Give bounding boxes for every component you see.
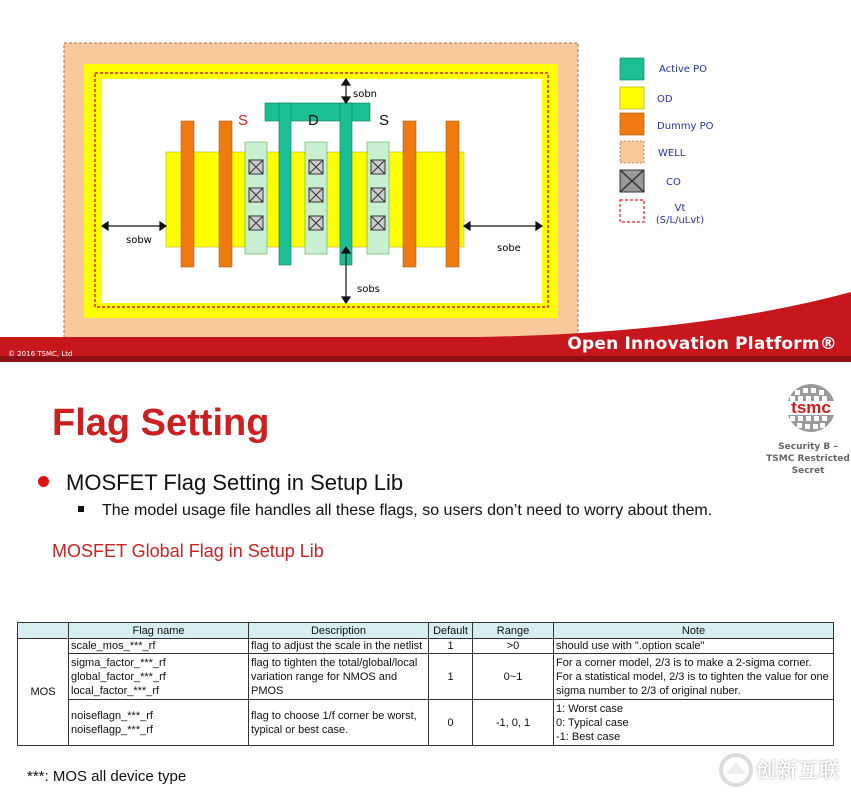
desc-cell: flag to choose 1/f corner be worst, typical or best case. (249, 700, 429, 746)
label-source-1: S (238, 112, 249, 129)
security-label: Security B – TSMC Restricted Secret (766, 442, 850, 476)
copyright: © 2016 TSMC, Ltd (8, 350, 73, 358)
legend-swatch-dummy-po (620, 113, 644, 135)
note-cell: should use with ".option scale" (554, 639, 834, 654)
footnote: ***: MOS all device type (27, 768, 187, 785)
desc-cell: flag to tighten the total/global/local variation range for NMOS and PMOS (249, 654, 429, 700)
legend-label-od: OD (657, 94, 673, 105)
table-header: Range (473, 623, 554, 639)
note-cell: For a corner model, 2/3 is to make a 2-sigma corner. For a statistical model, 2/3 is to tighten the value for one sigma number to 2/3 of original nuber. (554, 654, 834, 700)
table-header: Default (429, 623, 473, 639)
label-sobe: sobe (497, 243, 521, 254)
table-header-row (18, 623, 834, 639)
table-row (18, 700, 834, 746)
legend-swatch-active-po (620, 58, 644, 80)
section-title: MOSFET Global Flag in Setup Lib (52, 541, 324, 561)
dummy-po (446, 121, 459, 267)
label-sobn: sobn (353, 89, 378, 100)
desc-cell: flag to adjust the scale in the netlist (249, 639, 429, 654)
default-cell: 0 (429, 700, 473, 746)
bullet-dot-icon (38, 476, 49, 487)
sub-bullet: The model usage file handles all these flags, so users don’t need to worry about them. (78, 502, 712, 520)
dummy-po (403, 121, 416, 267)
legend-label-co: CO (666, 177, 681, 188)
legend-swatch-od (620, 87, 644, 109)
table-header (18, 623, 69, 639)
flag-cell: noiseflagn_***_rf noiseflagp_***_rf (69, 700, 249, 746)
logo-text: tsmc (791, 398, 831, 417)
legend-label-vt: Vt (S/L/uLvt) (655, 203, 705, 226)
legend-swatch-vt (620, 200, 644, 222)
main-bullet: MOSFET Flag Setting in Setup Lib (38, 470, 403, 496)
table-header: Description (249, 623, 429, 639)
flag-cell: scale_mos_***_rf (69, 639, 249, 654)
dummy-po (181, 121, 194, 267)
platform-banner: Open Innovation Platform® (567, 334, 837, 354)
label-source-2: S (379, 112, 390, 129)
group-cell: MOS (18, 639, 69, 746)
legend-swatch-co (620, 170, 644, 192)
legend-label-dummy-po: Dummy PO (657, 121, 714, 132)
watermark-text: 创新互联 (756, 758, 840, 782)
range-cell: -1, 0, 1 (473, 700, 554, 746)
table-header: Note (554, 623, 834, 639)
label-sobw: sobw (126, 235, 152, 246)
active-po-gate (340, 103, 352, 265)
slide-title: Flag Setting (52, 402, 270, 444)
active-po-gate (279, 103, 291, 265)
table-header: Flag name (69, 623, 249, 639)
bullet-square-icon (78, 506, 84, 512)
default-cell: 1 (429, 639, 473, 654)
legend-label-active-po: Active PO (659, 64, 708, 75)
table-row (18, 654, 834, 700)
note-cell: 1: Worst case 0: Typical case -1: Best case (554, 700, 834, 746)
tsmc-logo (775, 381, 847, 439)
layout-diagram (0, 0, 851, 370)
legend-label-well: WELL (658, 148, 686, 159)
flag-table (17, 622, 834, 746)
label-drain: D (308, 112, 319, 129)
dummy-po (219, 121, 232, 267)
legend-swatch-well (620, 141, 644, 163)
table-row (18, 639, 834, 654)
range-cell: >0 (473, 639, 554, 654)
flag-cell: sigma_factor_***_rf global_factor_***_rf local_factor_***_rf (69, 654, 249, 700)
page-number: 12 (16, 386, 35, 401)
range-cell: 0~1 (473, 654, 554, 700)
default-cell: 1 (429, 654, 473, 700)
label-sobs: sobs (357, 284, 380, 295)
watermark-logo-icon (718, 752, 754, 788)
